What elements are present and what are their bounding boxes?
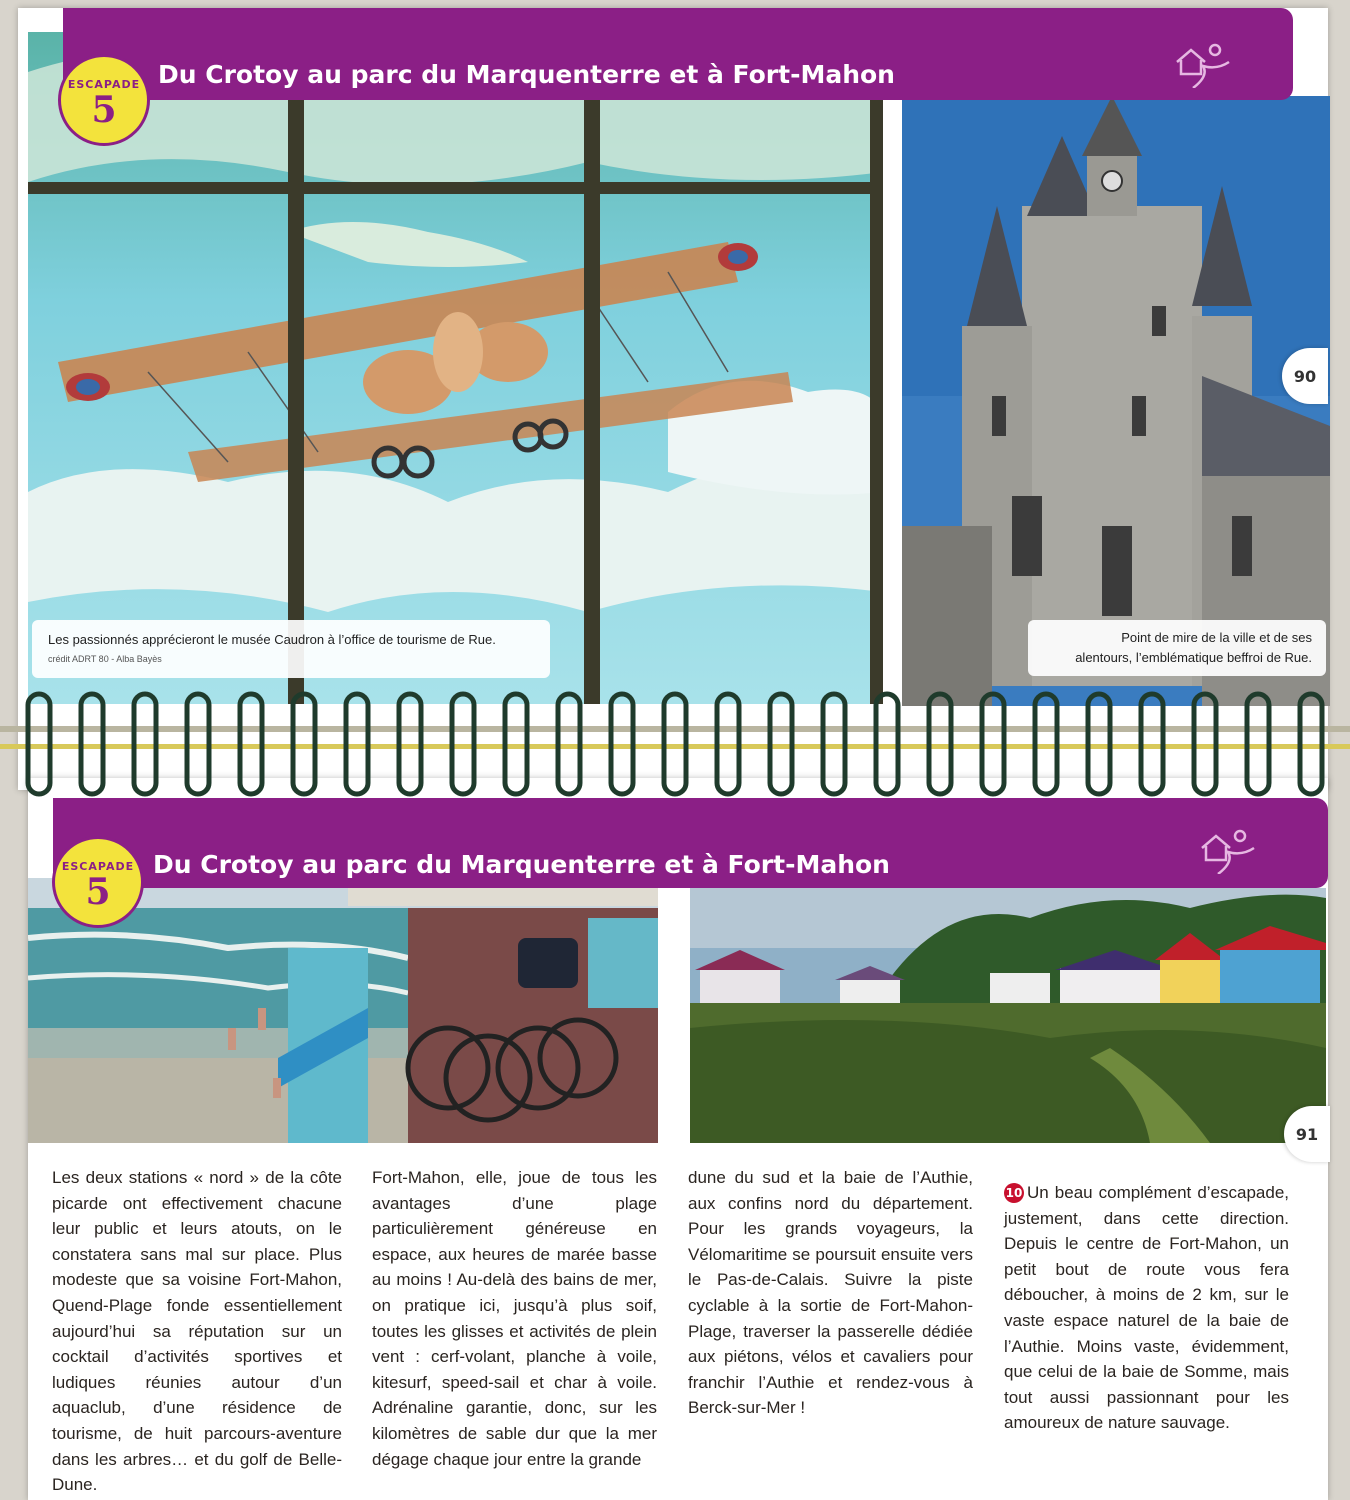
belfry-photo — [902, 96, 1330, 706]
stained-glass-image — [28, 32, 883, 704]
badge-number: 5 — [91, 88, 117, 131]
beffroi-caption-line1: Point de mire de la ville et de ses — [1121, 630, 1312, 645]
bottom-header-title: Du Crotoy au parc du Marquenterre et à Fort-Mahon — [153, 850, 890, 879]
badge-word: ESCAPADE — [67, 77, 141, 91]
top-escapade-badge — [58, 54, 150, 146]
beffroi-caption-line2: alentours, l’emblématique beffroi de Rue. — [1075, 650, 1312, 665]
musee-caption — [32, 620, 550, 678]
page-number-90: 90 — [1282, 348, 1328, 404]
top-header-title: Du Crotoy au parc du Marquenterre et à Fort-Mahon — [158, 60, 895, 89]
beffroi-caption — [1028, 620, 1326, 676]
village-image — [690, 888, 1326, 1143]
page-number-91: 91 — [1284, 1106, 1330, 1162]
column-1-text: Les deux stations « nord » de la côte picarde ont effectivement chacune leur public et leurs atouts, on le constatera sans mal sur place. Plus modeste que sa voisine Fort-Mahon, Quend-Plage fonde essentiellement aujourd’hui sa réputation sur un cocktail d’activités sportives et ludiques réunies autour d’un aquaclub, d’une résidence de tourisme, de huit parcours-aventure dans les arbres… et du golf de Belle-Dune. — [52, 1168, 342, 1495]
spiral-binding — [0, 684, 1350, 804]
musee-caption-text: Les passionnés apprécieront le musée Caudron à l’office de tourisme de Rue. — [48, 632, 496, 647]
text-column-2 — [372, 1165, 657, 1472]
stained-glass-photo — [28, 32, 883, 704]
badge-number: 5 — [85, 870, 111, 913]
column-3-text: dune du sud et la baie de l’Authie, aux confins nord du département. Pour les grands voyageurs, la Vélomaritime se poursuit ensuite vers le Pas-de-Calais. Suivre la piste cyclable à la sortie de Fort-Mahon-Plage, traverser la passerelle dédiée aux piétons, vélos et cavaliers pour franchir l’Authie et rendez-vous à Berck-sur-Mer ! — [688, 1168, 973, 1418]
bottom-escapade-badge — [52, 836, 144, 928]
text-column-1 — [52, 1165, 342, 1498]
text-column-4 — [1004, 1180, 1289, 1436]
badge-word: ESCAPADE — [61, 859, 135, 873]
column-2-text: Fort-Mahon, elle, joue de tous les avantages d’une plage particulièrement généreuse en espace, aux heures de marée basse au moins ! Au-delà des bains de mer, on pratique ici, jusqu’à plus soif, toutes les glisses et activités de plein vent : cerf-volant, planche à voile, kitesurf, speed-sail et char à voile. Adrénaline garantie, donc, sur les kilomètres de sable dur que la mer dégage chaque jour entre la grande — [372, 1168, 657, 1469]
house-road-icon — [1173, 36, 1233, 88]
column-4-text: Un beau complément d’escapade, justement, dans cette direction. Depuis le centre de Fort-Mahon, un petit bout de route vous fera déboucher, à moins de 2 km, sur le vaste espace naturel de la baie de l’Authie. Moins vaste, évidemment, que celui de la baie de Somme, mais tout aussi passionnant pour les amoureux de nature sauvage. — [1004, 1183, 1289, 1433]
photo-credit: crédit ADRT 80 - Alba Bayès — [48, 654, 162, 664]
bottom-header-band — [53, 798, 1328, 888]
top-page — [18, 8, 1328, 790]
text-column-3 — [688, 1165, 973, 1421]
top-header-band — [63, 8, 1293, 100]
village-nature-photo — [690, 888, 1326, 1143]
house-road-icon — [1198, 822, 1258, 874]
reference-marker: 10 — [1004, 1183, 1024, 1203]
belfry-image — [902, 96, 1330, 706]
